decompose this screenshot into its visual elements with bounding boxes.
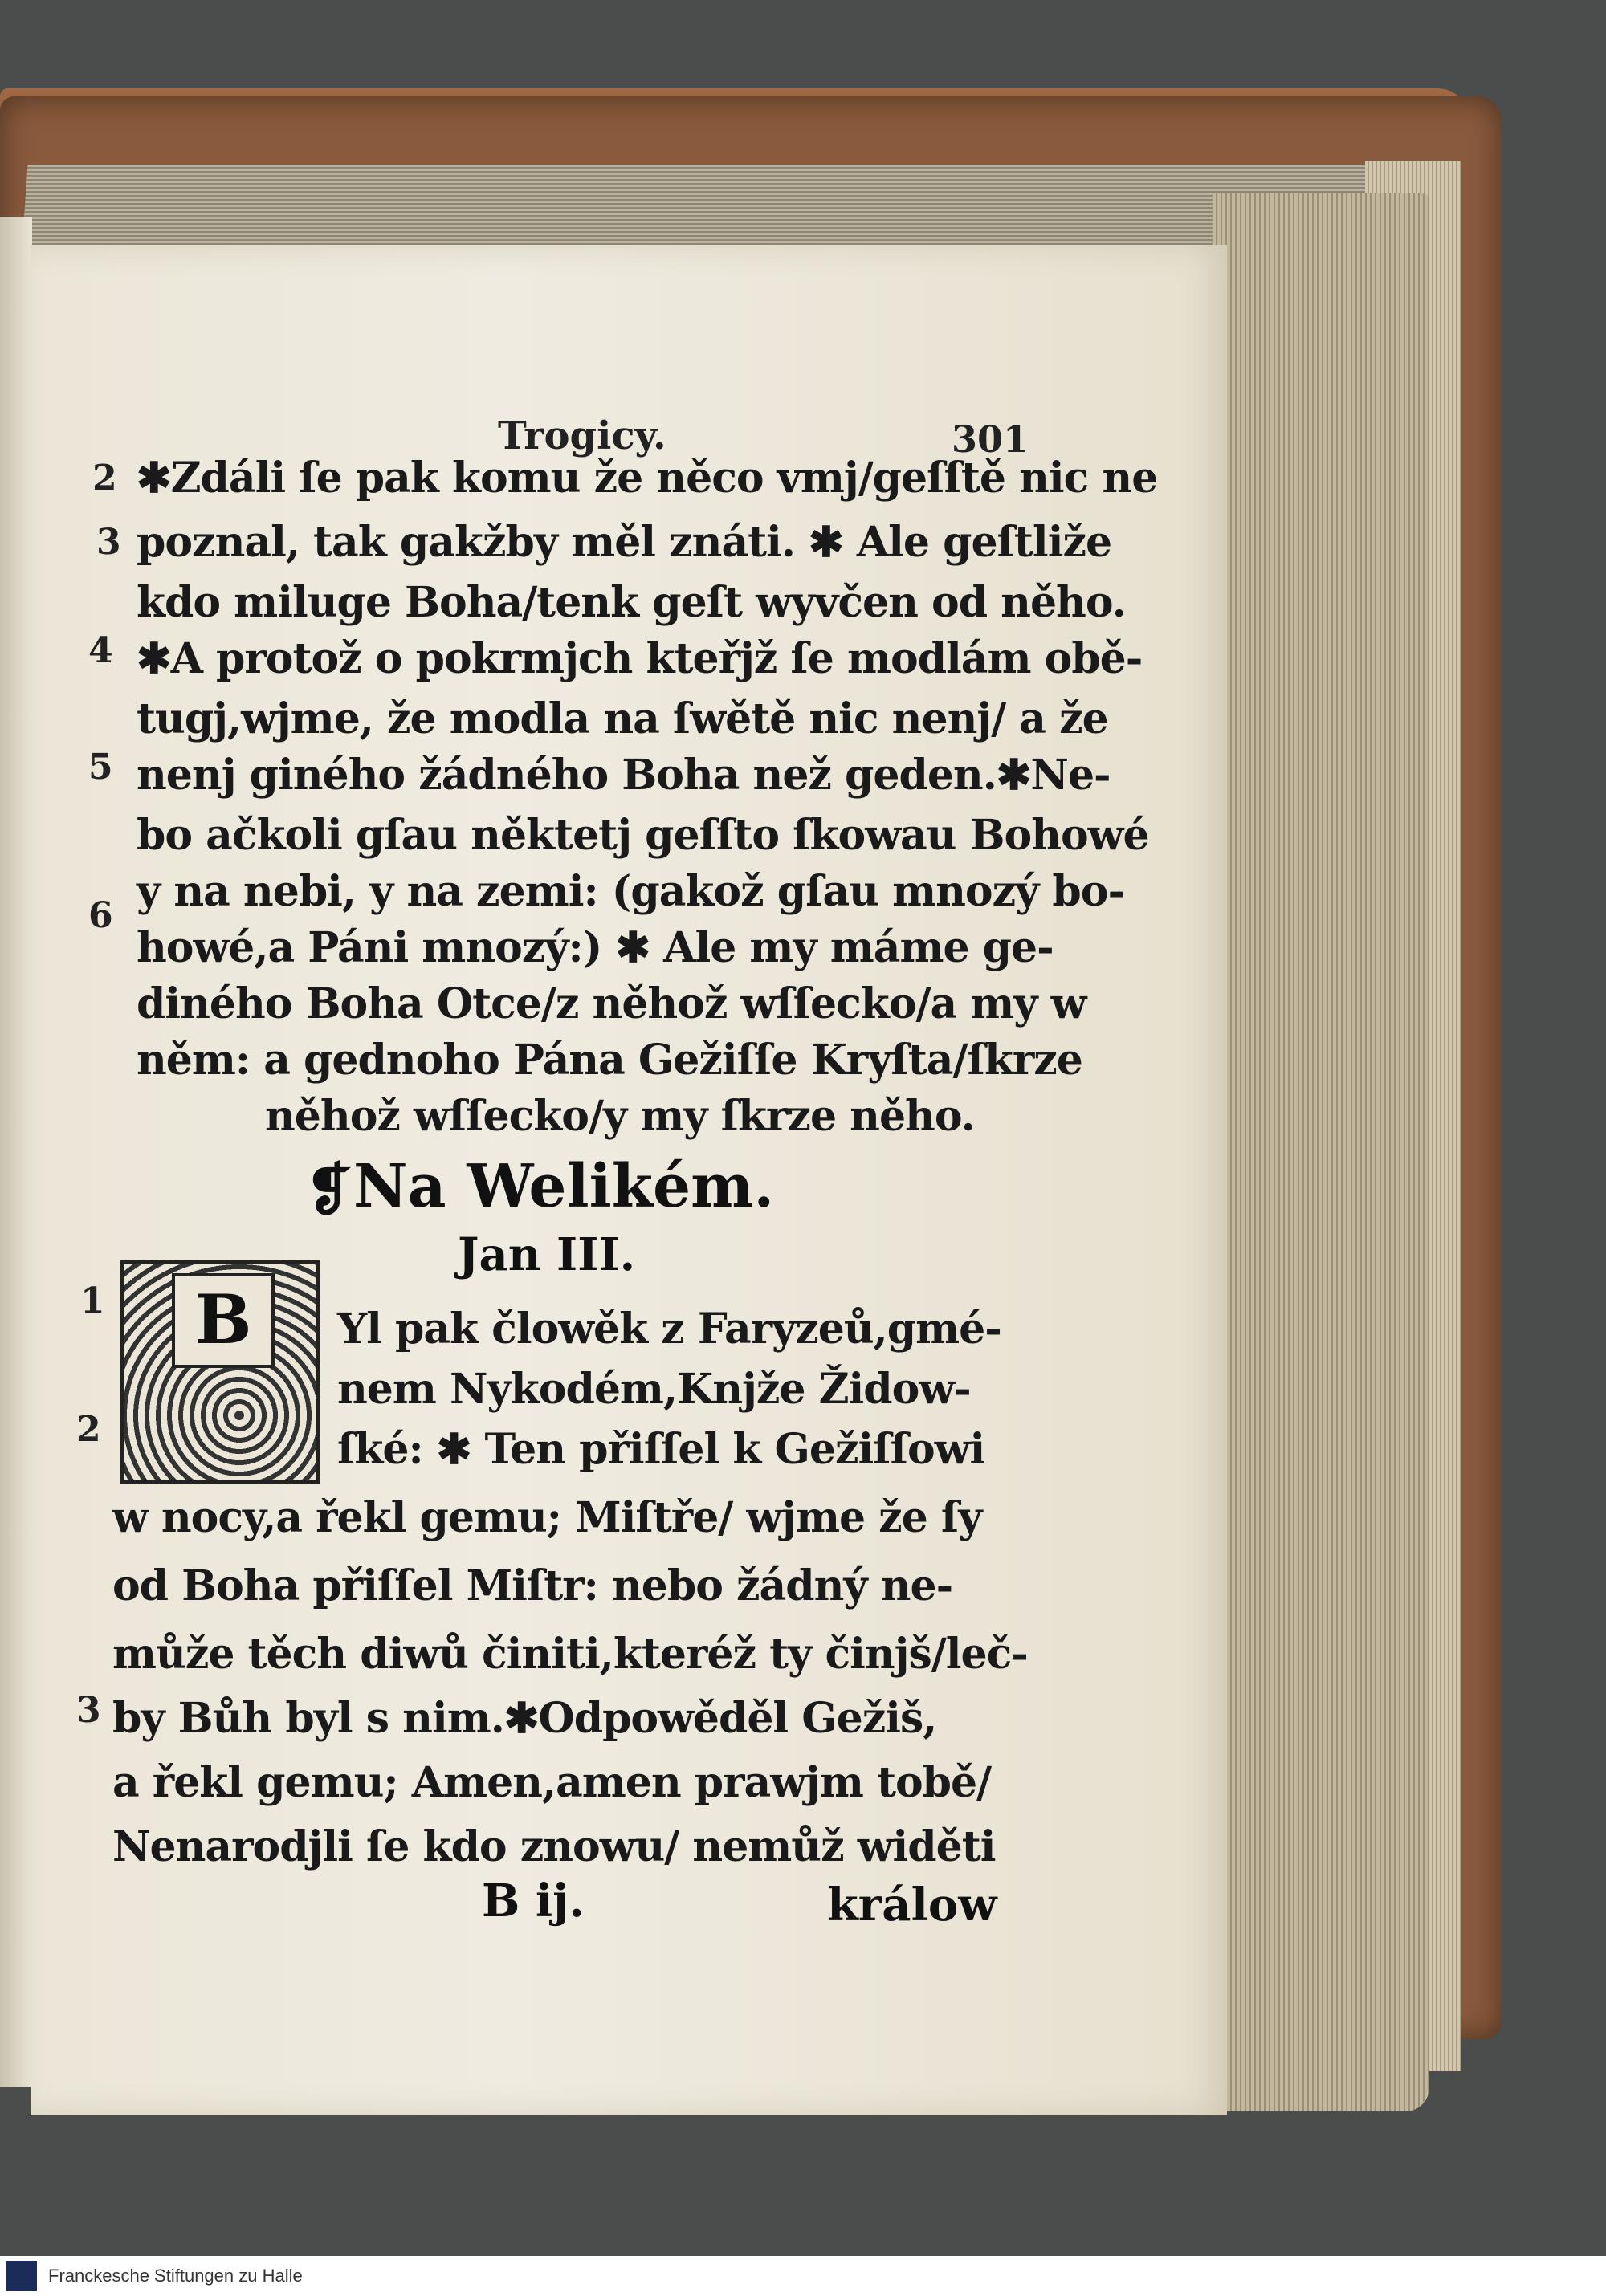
verse-number: 6	[88, 895, 113, 936]
text-line: Nenarodjli ſe kdo znowu/ nemůž widěti	[112, 1822, 996, 1871]
verse-number: 4	[88, 630, 113, 671]
verse-number: 5	[88, 747, 113, 788]
text-line: diného Boha Otce/z něhož wſſecko/a my w	[137, 979, 1086, 1028]
text-line: y na nebi, y na zemi: (gakož gſau mnozý bo-	[137, 867, 1125, 916]
text-line: ✱Zdáli ſe pak komu že něco vmj/geſſtě nic ne	[137, 454, 1158, 503]
text-line: by Bůh byl s nim.✱Odpowěděl Gežiš,	[112, 1694, 937, 1743]
text-line: nem Nykodém,Knjže Židow-	[337, 1365, 971, 1414]
footer-bar	[0, 2256, 1606, 2296]
institution-name: Franckesche Stiftungen zu Halle	[48, 2265, 303, 2286]
text-line: w nocy,a řekl gemu; Miſtře/ wjme že ſy	[112, 1493, 982, 1542]
verse-number: 3	[96, 522, 121, 563]
initial-letter: B	[172, 1273, 275, 1368]
verse-number: 3	[76, 1690, 101, 1731]
text-line: a řekl gemu; Amen,amen prawjm tobě/	[112, 1758, 992, 1807]
signature-mark: B ij.	[482, 1875, 585, 1928]
section-heading: Na Welikém.	[353, 1152, 775, 1221]
verse-number: 2	[92, 458, 117, 499]
text-line: Yl pak člowěk z Faryzeů,gmé-	[337, 1305, 1001, 1354]
text-line: něm: a gednoho Pána Gežiſſe Kryſta/ſkrze	[137, 1036, 1082, 1085]
text-line: tugj,wjme, že modla na ſwětě nic nenj/ a že	[137, 694, 1108, 743]
institution-logo-icon	[6, 2261, 37, 2291]
text-line: ſké: ✱ Ten přiſſel k Gežiſſowi	[337, 1425, 985, 1474]
text-line: poznal, tak gakžby měl znáti. ✱ Ale geſtliže	[137, 518, 1112, 567]
page-block-fore-edge	[1213, 193, 1429, 2111]
verse-number: 2	[76, 1409, 101, 1450]
text-line: může těch diwů činiti,kteréž ty činjš/leč-	[112, 1630, 1028, 1679]
verse-number: 1	[80, 1280, 105, 1321]
left-page-edge	[0, 217, 32, 2087]
text-line: bo ačkoli gſau něktetj geſſto ſkowau Bohowé	[137, 811, 1149, 860]
chapter-heading: Jan III.	[458, 1228, 636, 1281]
text-line: něhož wſſecko/y my ſkrze něho.	[265, 1092, 975, 1141]
decorated-initial	[120, 1260, 320, 1484]
text-line: nenj giného žádného Boha než geden.✱Ne-	[137, 751, 1111, 800]
text-line: kdo miluge Boha/tenk geſt wyvčen od něho.	[137, 578, 1126, 627]
text-line: ✱A protož o pokrmjch kteřjž ſe modlám obě-	[137, 634, 1143, 683]
catchword: králow	[827, 1879, 997, 1932]
running-head: Trogicy.	[498, 413, 666, 458]
text-line: od Boha přiſſel Miſtr: nebo žádný ne-	[112, 1561, 953, 1610]
page-number: 301	[952, 417, 1029, 461]
section-mark: ❡	[305, 1156, 353, 1223]
text-line: howé,a Páni mnozý:) ✱ Ale my máme ge-	[137, 923, 1054, 972]
